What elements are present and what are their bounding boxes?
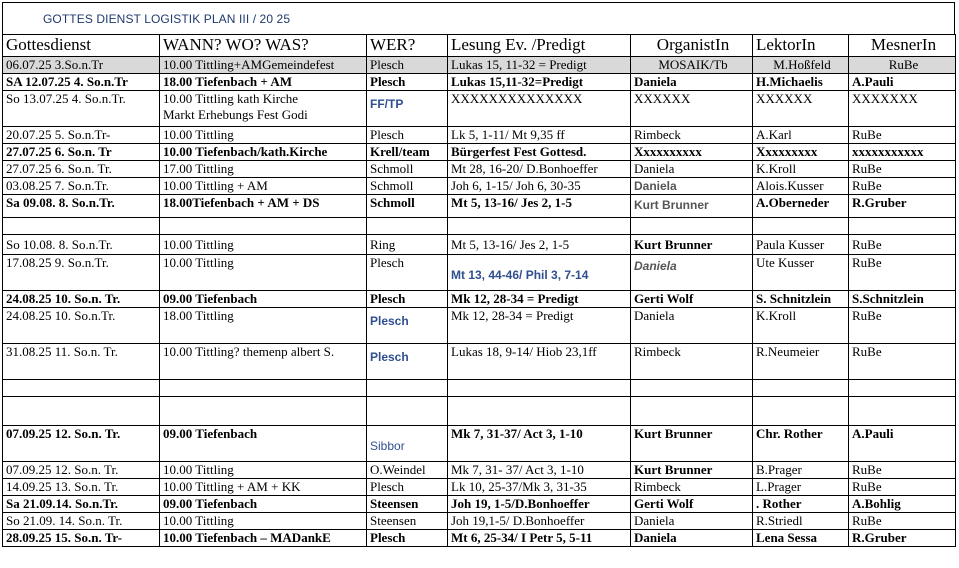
- table-row: [3, 479, 956, 496]
- table-row: [3, 308, 956, 344]
- table-cell: [448, 380, 631, 397]
- table-cell: 10.00 Tittling: [160, 127, 367, 144]
- table-cell: [631, 255, 753, 291]
- header-lektorin: LektorIn: [753, 35, 849, 57]
- table-cell: K.Kroll: [753, 161, 849, 178]
- table-cell: 10.00 Tittling: [160, 513, 367, 530]
- table-cell: Plesch: [367, 530, 448, 547]
- table-cell: [367, 308, 448, 344]
- table-cell: 10.00 Tittling: [160, 255, 367, 291]
- table-cell: RuBe: [849, 462, 956, 479]
- table-cell: [3, 397, 160, 426]
- table-cell: 17.08.25 9. So.n.Tr.: [3, 255, 160, 291]
- table-cell: 03.08.25 7. So.n.Tr.: [3, 178, 160, 195]
- header-row: [3, 35, 956, 57]
- table-cell: [3, 380, 160, 397]
- table-row: [3, 235, 956, 255]
- document-title: GOTTES DIENST LOGISTIK PLAN III / 20 25: [43, 12, 291, 26]
- table-row: [3, 178, 956, 195]
- table-cell: SA 12.07.25 4. So.n.Tr: [3, 74, 160, 91]
- table-cell: [367, 426, 448, 462]
- table-cell: Lena Sessa: [753, 530, 849, 547]
- table-cell: [160, 397, 367, 426]
- table-cell: L.Prager: [753, 479, 849, 496]
- table-cell: R.Gruber: [849, 530, 956, 547]
- table-cell: Steensen: [367, 513, 448, 530]
- empty-row: [3, 218, 956, 235]
- preacher-label: Sibbor: [370, 439, 405, 453]
- table-cell: Schmoll: [367, 161, 448, 178]
- table-cell: xxxxxxxxxxx: [849, 144, 956, 161]
- table-cell: So 21.09. 14. So.n. Tr.: [3, 513, 160, 530]
- table-cell: [3, 218, 160, 235]
- table-cell: Joh 6, 1-15/ Joh 6, 30-35: [448, 178, 631, 195]
- organist-label: Daniela: [634, 179, 677, 193]
- table-cell: H.Michaelis: [753, 74, 849, 91]
- table-cell: A.Bohlig: [849, 496, 956, 513]
- table-cell: Schmoll: [367, 178, 448, 195]
- header-gottesdienst: Gottesdienst: [3, 35, 160, 57]
- table-row: [3, 195, 956, 218]
- table-cell: Rimbeck: [631, 127, 753, 144]
- table-cell: RuBe: [849, 344, 956, 380]
- table-row: [3, 144, 956, 161]
- table-cell: 14.09.25 13. So.n. Tr.: [3, 479, 160, 496]
- table-cell: Plesch: [367, 74, 448, 91]
- table-cell: 10.00 Tiefenbach – MADankE: [160, 530, 367, 547]
- table-cell: 06.07.25 3.So.n.Tr: [3, 57, 160, 74]
- table-row: [3, 127, 956, 144]
- header-mesnerin: MesnerIn: [849, 35, 956, 57]
- table-cell: Ring: [367, 235, 448, 255]
- table-cell: Gerti Wolf: [631, 291, 753, 308]
- table-cell: [448, 397, 631, 426]
- table-cell: Bürgerfest Fest Gottesd.: [448, 144, 631, 161]
- table-cell: Gerti Wolf: [631, 496, 753, 513]
- table-cell: Krell/team: [367, 144, 448, 161]
- table-cell: Xxxxxxxxxx: [631, 144, 753, 161]
- table-cell: Joh 19, 1-5/D.Bonhoeffer: [448, 496, 631, 513]
- table-cell: Xxxxxxxxx: [753, 144, 849, 161]
- table-cell: Mt 6, 25-34/ I Petr 5, 5-11: [448, 530, 631, 547]
- table-cell: RuBe: [849, 235, 956, 255]
- table-cell: Mk 12, 28-34 = Predigt: [448, 291, 631, 308]
- table-cell: Alois.Kusser: [753, 178, 849, 195]
- table-cell: [849, 218, 956, 235]
- header-lesung: Lesung Ev. /Predigt: [448, 35, 631, 57]
- organist-label: Daniela: [634, 259, 677, 273]
- table-cell: R.Gruber: [849, 195, 956, 218]
- table-cell: 07.09.25 12. So.n. Tr.: [3, 426, 160, 462]
- table-cell: [160, 91, 367, 127]
- table-cell: Daniela: [631, 161, 753, 178]
- table-cell: M.Hoßfeld: [753, 57, 849, 74]
- table-cell: RuBe: [849, 57, 956, 74]
- table-cell: 10.00 Tittling? themenp albert S.: [160, 344, 367, 380]
- table-cell: XXXXXXXXXXXXXX: [448, 91, 631, 127]
- table-cell: Daniela: [631, 513, 753, 530]
- table-cell: Plesch: [367, 255, 448, 291]
- header-organistin: OrganistIn: [631, 35, 753, 57]
- table-row: [3, 74, 956, 91]
- table-cell: Steensen: [367, 496, 448, 513]
- table-cell: Mk 12, 28-34 = Predigt: [448, 308, 631, 344]
- table-cell: 09.00 Tiefenbach: [160, 496, 367, 513]
- table-cell: 18.00 Tittling: [160, 308, 367, 344]
- table-cell: [367, 380, 448, 397]
- table-cell: 31.08.25 11. So.n. Tr.: [3, 344, 160, 380]
- table-cell: 24.08.25 10. So.n. Tr.: [3, 291, 160, 308]
- table-cell: 09.00 Tiefenbach: [160, 426, 367, 462]
- table-cell: Sa 09.08. 8. So.n.Tr.: [3, 195, 160, 218]
- table-cell: Kurt Brunner: [631, 235, 753, 255]
- table-cell: Daniela: [631, 308, 753, 344]
- table-cell: Kurt Brunner: [631, 426, 753, 462]
- table-cell: XXXXXX: [753, 91, 849, 127]
- table-cell: RuBe: [849, 479, 956, 496]
- table-cell: 09.00 Tiefenbach: [160, 291, 367, 308]
- table-cell: 24.08.25 10. So.n.Tr.: [3, 308, 160, 344]
- table-cell: S. Schnitzlein: [753, 291, 849, 308]
- table-cell: [631, 397, 753, 426]
- table-cell: RuBe: [849, 178, 956, 195]
- title-bar: [2, 2, 955, 34]
- table-cell: So 13.07.25 4. So.n.Tr.: [3, 91, 160, 127]
- table-cell: Joh 19,1-5/ D.Bonhoeffer: [448, 513, 631, 530]
- table-cell: Daniela: [631, 530, 753, 547]
- table-cell: A.Pauli: [849, 74, 956, 91]
- subheader-row: [3, 57, 956, 74]
- table-cell: 18.00Tiefenbach + AM + DS: [160, 195, 367, 218]
- table-row: [3, 291, 956, 308]
- table-cell: Plesch: [367, 57, 448, 74]
- preacher-label: FF/TP: [370, 97, 404, 111]
- table-cell: . Rother: [753, 496, 849, 513]
- table-cell: Mt 5, 13-16/ Jes 2, 1-5: [448, 235, 631, 255]
- table-cell: Lukas 15, 11-32 = Predigt: [448, 57, 631, 74]
- table-row: [3, 344, 956, 380]
- table-cell: [753, 218, 849, 235]
- table-cell: 07.09.25 12. So.n. Tr.: [3, 462, 160, 479]
- table-cell: XXXXXX: [631, 91, 753, 127]
- table-cell: R.Neumeier: [753, 344, 849, 380]
- table-cell: K.Kroll: [753, 308, 849, 344]
- table-cell: [160, 380, 367, 397]
- table-cell: 10.00 Tittling + AM + KK: [160, 479, 367, 496]
- table-cell: [367, 218, 448, 235]
- table-cell: RuBe: [849, 255, 956, 291]
- table-cell: Chr. Rother: [753, 426, 849, 462]
- table-cell: [631, 195, 753, 218]
- table-cell: [753, 397, 849, 426]
- table-cell: RuBe: [849, 308, 956, 344]
- empty-row: [3, 380, 956, 397]
- table-cell: S.Schnitzlein: [849, 291, 956, 308]
- table-cell: Lk 5, 1-11/ Mt 9,35 ff: [448, 127, 631, 144]
- header-wann-wo-was: WANN? WO? WAS?: [160, 35, 367, 57]
- table-cell: RuBe: [849, 513, 956, 530]
- table-cell: 10.00 Tittling+AMGemeindefest: [160, 57, 367, 74]
- preacher-label: Plesch: [370, 314, 409, 328]
- table-cell: Schmoll: [367, 195, 448, 218]
- table-cell: Paula Kusser: [753, 235, 849, 255]
- table-cell: Plesch: [367, 127, 448, 144]
- table-cell: RuBe: [849, 161, 956, 178]
- table-cell: [367, 397, 448, 426]
- schedule-page: [2, 2, 955, 547]
- table-cell: 10.00 Tittling: [160, 462, 367, 479]
- table-cell: [160, 218, 367, 235]
- table-cell: [753, 380, 849, 397]
- table-cell: Ute Kusser: [753, 255, 849, 291]
- table-cell: 10.00 Tittling: [160, 235, 367, 255]
- table-cell: Sa 21.09.14. So.n.Tr.: [3, 496, 160, 513]
- table-cell: [367, 344, 448, 380]
- table-cell: Mk 7, 31-37/ Act 3, 1-10: [448, 426, 631, 462]
- table-cell: A.Karl: [753, 127, 849, 144]
- table-cell: [631, 380, 753, 397]
- table-row: [3, 426, 956, 462]
- table-cell: 27.07.25 6. So.n. Tr.: [3, 161, 160, 178]
- table-cell: Rimbeck: [631, 479, 753, 496]
- cell-line: Markt Erhebungs Fest Godi: [163, 107, 308, 122]
- table-cell: Rimbeck: [631, 344, 753, 380]
- table-cell: 28.09.25 15. So.n. Tr-: [3, 530, 160, 547]
- table-cell: A.Oberneder: [753, 195, 849, 218]
- organist-label: Kurt Brunner: [634, 198, 709, 212]
- table-cell: 27.07.25 6. So.n. Tr: [3, 144, 160, 161]
- table-cell: Lk 10, 25-37/Mk 3, 31-35: [448, 479, 631, 496]
- table-cell: Kurt Brunner: [631, 462, 753, 479]
- table-cell: Mt 28, 16-20/ D.Bonhoeffer: [448, 161, 631, 178]
- table-cell: Lukas 15,11-32=Predigt: [448, 74, 631, 91]
- table-cell: Plesch: [367, 291, 448, 308]
- table-cell: Mk 7, 31- 37/ Act 3, 1-10: [448, 462, 631, 479]
- table-cell: B.Prager: [753, 462, 849, 479]
- table-cell: 18.00 Tiefenbach + AM: [160, 74, 367, 91]
- table-cell: 20.07.25 5. So.n.Tr-: [3, 127, 160, 144]
- table-cell: [849, 380, 956, 397]
- table-row: [3, 462, 956, 479]
- table-cell: [448, 255, 631, 291]
- table-cell: 17.00 Tittling: [160, 161, 367, 178]
- table-cell: Lukas 18, 9-14/ Hiob 23,1ff: [448, 344, 631, 380]
- table-cell: Plesch: [367, 479, 448, 496]
- schedule-table: [2, 34, 956, 547]
- table-cell: A.Pauli: [849, 426, 956, 462]
- table-cell: XXXXXXX: [849, 91, 956, 127]
- table-row: [3, 530, 956, 547]
- reading-label: Mt 13, 44-46/ Phil 3, 7-14: [451, 268, 589, 282]
- table-cell: MOSAIK/Tb: [631, 57, 753, 74]
- table-cell: Daniela: [631, 74, 753, 91]
- table-cell: [631, 218, 753, 235]
- table-cell: So 10.08. 8. So.n.Tr.: [3, 235, 160, 255]
- table-row: [3, 496, 956, 513]
- cell-line: 10.00 Tittling kath Kirche: [163, 91, 299, 106]
- table-row: [3, 255, 956, 291]
- table-row: [3, 161, 956, 178]
- table-cell: [448, 218, 631, 235]
- table-cell: [849, 397, 956, 426]
- table-row: [3, 513, 956, 530]
- table-cell: RuBe: [849, 127, 956, 144]
- table-cell: [367, 91, 448, 127]
- header-wer: WER?: [367, 35, 448, 57]
- table-cell: R.Striedl: [753, 513, 849, 530]
- table-cell: 10.00 Tiefenbach/kath.Kirche: [160, 144, 367, 161]
- table-cell: O.Weindel: [367, 462, 448, 479]
- table-cell: 10.00 Tittling + AM: [160, 178, 367, 195]
- table-row: [3, 91, 956, 127]
- preacher-label: Plesch: [370, 350, 409, 364]
- table-cell: [631, 178, 753, 195]
- empty-row: [3, 397, 956, 426]
- table-cell: Mt 5, 13-16/ Jes 2, 1-5: [448, 195, 631, 218]
